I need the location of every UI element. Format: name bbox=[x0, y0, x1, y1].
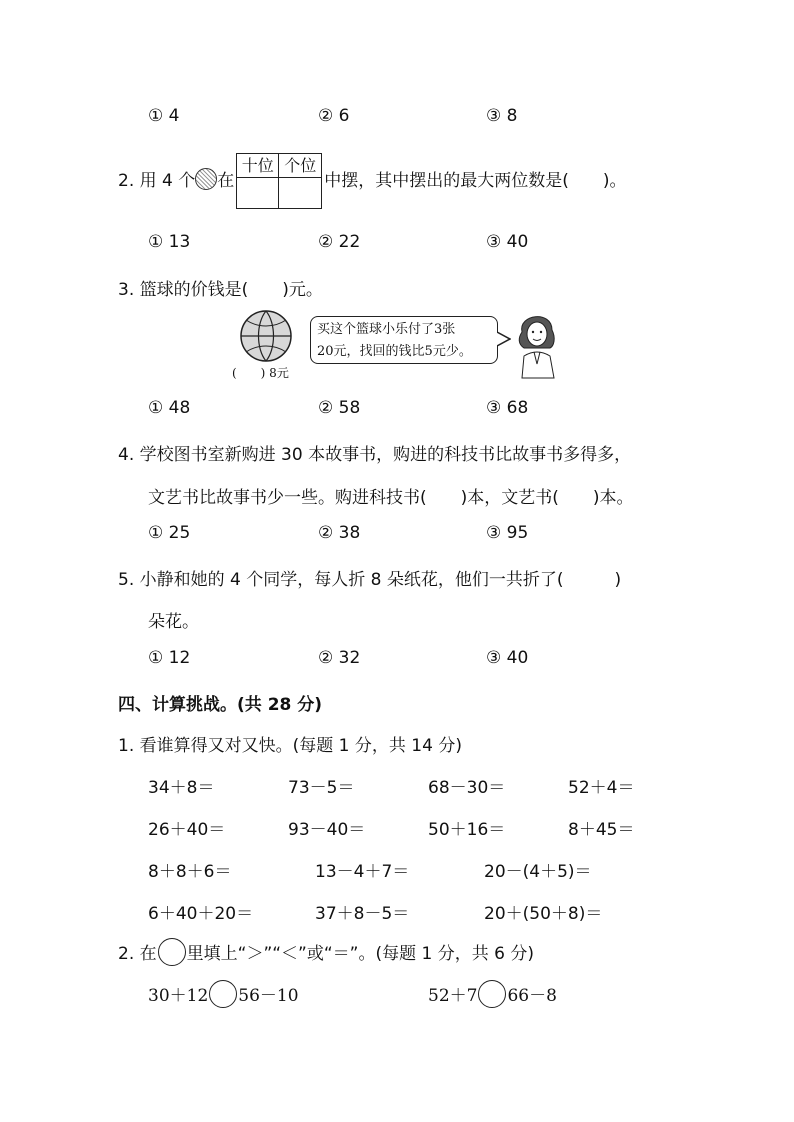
section-4-part-1 bbox=[118, 731, 462, 756]
speech-bubble-tail bbox=[497, 330, 511, 350]
section-4-part-1-text: 看谁算得又对又快。(每题 1 分，共 14 分) bbox=[139, 736, 462, 756]
question-4-line-1 bbox=[118, 440, 631, 465]
q3-option-3: ③ 68 bbox=[486, 398, 529, 418]
compare-item-1-circle[interactable] bbox=[209, 980, 237, 1008]
section-4-part-1-number: 1. bbox=[118, 736, 135, 756]
q4-option-2: ② 38 bbox=[318, 523, 361, 543]
compare-circle-sample bbox=[158, 938, 186, 966]
woman-avatar bbox=[512, 308, 562, 380]
question-5-text-1: 小静和她的 4 个同学，每人折 8 朵纸花，他们一共折了( ) bbox=[139, 570, 622, 590]
calc-row-1-item-2: 73－5＝ bbox=[288, 778, 355, 798]
question-4-line-2: 文艺书比故事书少一些。购进科技书( )本，文艺书( )本。 bbox=[148, 488, 634, 508]
question-3-text: 篮球的价钱是( )元。 bbox=[139, 280, 323, 300]
compare-item-1-right: 56－10 bbox=[238, 986, 299, 1006]
compare-item-1 bbox=[148, 980, 299, 1010]
place-value-ones-cell bbox=[279, 178, 321, 208]
question-5-number: 5. bbox=[118, 570, 135, 590]
calc-row-3-item-1: 8＋8＋6＝ bbox=[148, 862, 232, 882]
question-4-text-1: 学校图书室新购进 30 本故事书，购进的科技书比故事书多得多， bbox=[139, 445, 632, 465]
calc-row-4-item-3: 20＋(50＋8)＝ bbox=[484, 904, 603, 924]
question-2-number: 2. bbox=[118, 171, 135, 191]
calc-row-2-item-1: 26＋40＝ bbox=[148, 820, 226, 840]
compare-item-1-left: 30＋12 bbox=[148, 986, 209, 1006]
question-3-number: 3. bbox=[118, 280, 135, 300]
section-4-part-2-text: 里填上“＞”“＜”或“＝”。(每题 1 分，共 6 分) bbox=[186, 944, 534, 964]
question-2-post: 中摆，其中摆出的最大两位数是( )。 bbox=[324, 171, 627, 191]
calc-row-2-item-3: 50＋16＝ bbox=[428, 820, 506, 840]
q5-option-1: ① 12 bbox=[148, 648, 191, 668]
calc-row-4-item-1: 6＋40＋20＝ bbox=[148, 904, 254, 924]
section-4-title: 四、计算挑战。(共 28 分) bbox=[118, 695, 323, 715]
q2-option-1: ① 13 bbox=[148, 232, 191, 252]
q1-option-2: ② 6 bbox=[318, 106, 350, 126]
calc-row-4-item-2: 37＋8－5＝ bbox=[315, 904, 410, 924]
q4-option-3: ③ 95 bbox=[486, 523, 529, 543]
section-4-part-2-pre: 在 bbox=[139, 944, 157, 964]
q4-option-1: ① 25 bbox=[148, 523, 191, 543]
speech-bubble bbox=[310, 316, 498, 364]
calc-row-3-item-3: 20－(4＋5)＝ bbox=[484, 862, 592, 882]
question-3 bbox=[118, 275, 323, 300]
q5-option-2: ② 32 bbox=[318, 648, 361, 668]
q1-option-1: ① 4 bbox=[148, 106, 180, 126]
speech-line-1: 买这个篮球小乐付了3张 bbox=[317, 322, 456, 337]
speech-line-2: 20元，找回的钱比5元少。 bbox=[317, 344, 472, 359]
calc-row-3-item-2: 13－4＋7＝ bbox=[315, 862, 410, 882]
calc-row-1-item-4: 52＋4＝ bbox=[568, 778, 635, 798]
question-2 bbox=[118, 152, 627, 210]
compare-item-2-left: 52＋7 bbox=[428, 986, 478, 1006]
question-4-number: 4. bbox=[118, 445, 135, 465]
question-2-mid: 在 bbox=[217, 171, 235, 191]
section-4-part-2-number: 2. bbox=[118, 944, 135, 964]
bead-icon bbox=[195, 168, 217, 190]
compare-item-2 bbox=[428, 980, 557, 1010]
compare-item-2-right: 66－8 bbox=[507, 986, 557, 1006]
calc-row-2-item-2: 93－40＝ bbox=[288, 820, 366, 840]
place-value-tens-cell bbox=[237, 178, 279, 208]
q3-option-2: ② 58 bbox=[318, 398, 361, 418]
compare-item-2-circle[interactable] bbox=[478, 980, 506, 1008]
basketball-icon bbox=[238, 308, 294, 364]
section-4-part-2 bbox=[118, 938, 534, 968]
q2-option-2: ② 22 bbox=[318, 232, 361, 252]
q1-option-3: ③ 8 bbox=[486, 106, 518, 126]
place-value-ones: 个位 bbox=[279, 154, 321, 178]
place-value-chart bbox=[236, 153, 322, 209]
calc-row-2-item-4: 8＋45＝ bbox=[568, 820, 635, 840]
basketball-price-label: ( ) 8元 bbox=[232, 366, 289, 380]
q2-option-3: ③ 40 bbox=[486, 232, 529, 252]
calc-row-1-item-1: 34＋8＝ bbox=[148, 778, 215, 798]
question-5-line-1 bbox=[118, 565, 621, 590]
q3-option-1: ① 48 bbox=[148, 398, 191, 418]
question-5-line-2: 朵花。 bbox=[148, 612, 199, 632]
question-2-pre: 用 4 个 bbox=[139, 171, 196, 191]
calc-row-1-item-3: 68－30＝ bbox=[428, 778, 506, 798]
place-value-tens: 十位 bbox=[237, 154, 279, 178]
q5-option-3: ③ 40 bbox=[486, 648, 529, 668]
